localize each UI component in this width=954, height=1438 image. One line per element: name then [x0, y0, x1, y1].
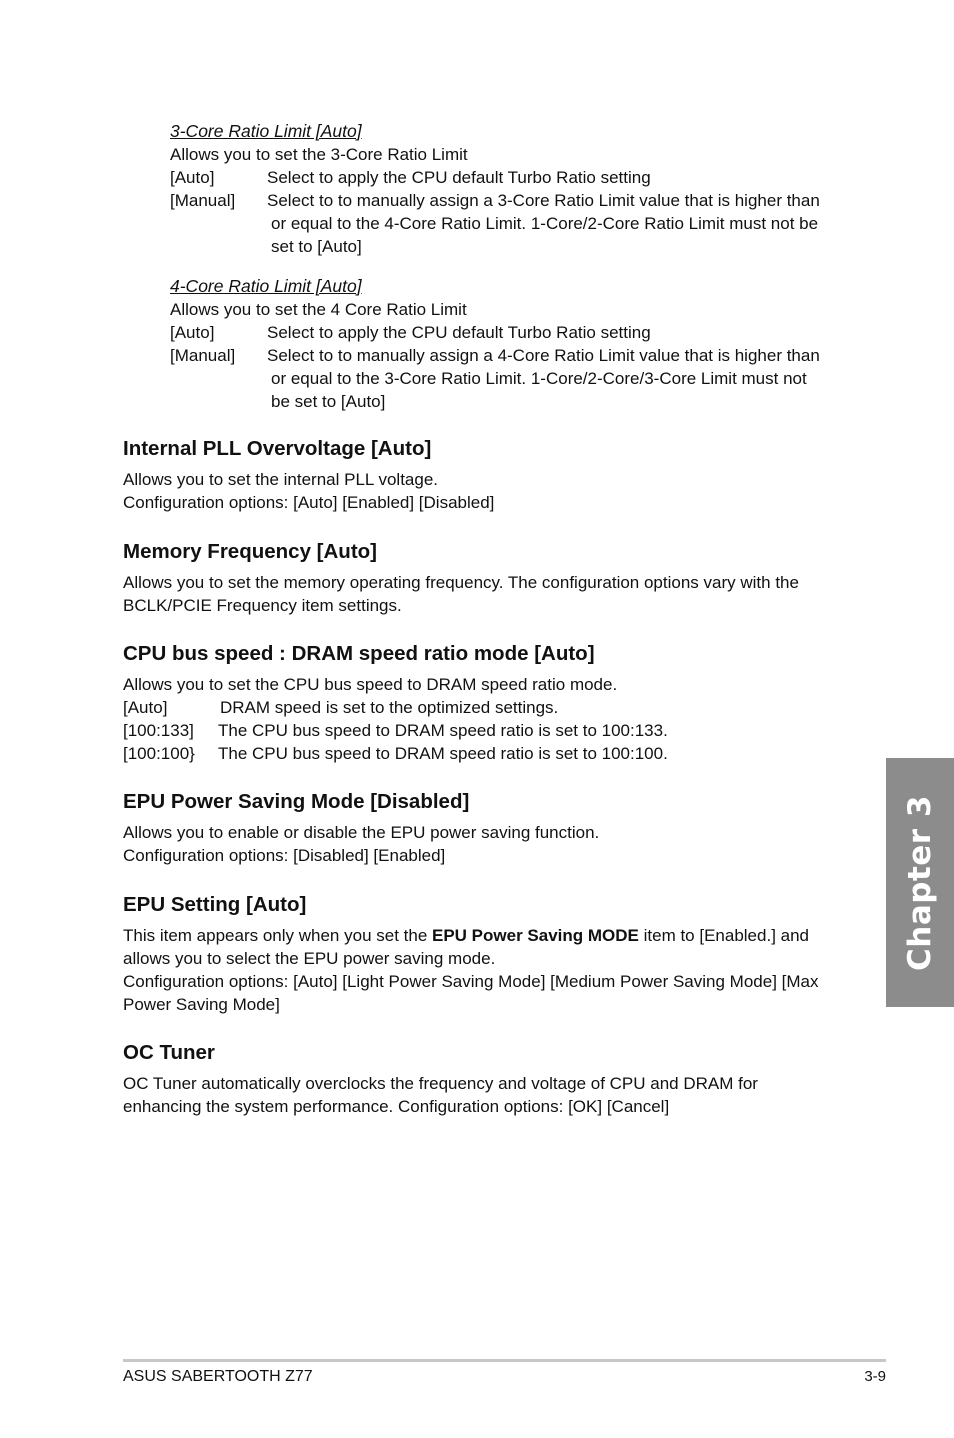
section-heading: Memory Frequency [Auto] [123, 540, 377, 563]
option-key: [Auto] [123, 698, 168, 717]
section-text: Allows you to set the CPU bus speed to DRAM speed ratio mode. [123, 675, 618, 694]
option-desc [267, 166, 850, 189]
option-desc-line: Select to apply the CPU default Turbo Ratio setting [267, 168, 651, 187]
text-run: item to [Enabled.] and [638, 926, 809, 945]
option-row [123, 719, 843, 742]
sub-item-title: 4-Core Ratio Limit [Auto] [170, 276, 362, 296]
sub-item-desc: Allows you to set the 4 Core Ratio Limit [170, 300, 467, 319]
section-text: Allows you to set the memory operating frequency. The configuration options vary with the [123, 573, 799, 592]
option-desc-line: be set to [Auto] [271, 392, 386, 411]
section-text: Configuration options: [Disabled] [Enabled] [123, 846, 446, 865]
option-key: [Auto] [170, 323, 215, 342]
option-desc-line: or equal to the 3-Core Ratio Limit. 1-Core/2-Core/3-Core Limit must not [271, 369, 807, 388]
option-row [170, 166, 850, 189]
option-row [170, 189, 850, 258]
section-cpu-bus-speed [123, 641, 843, 765]
section-text: Configuration options: [Auto] [Enabled] [Disabled] [123, 493, 495, 512]
section-text: Power Saving Mode] [123, 995, 280, 1014]
option-row [123, 696, 843, 719]
section-heading: Internal PLL Overvoltage [Auto] [123, 437, 432, 460]
section-text: Configuration options: [Auto] [Light Power Saving Mode] [Medium Power Saving Mode] [Max [123, 972, 819, 991]
sub-item-title: 3-Core Ratio Limit [Auto] [170, 121, 362, 141]
option-key: [100:133] [123, 721, 194, 740]
option-key: [100:100} [123, 744, 195, 763]
chapter-tab [886, 758, 954, 1007]
section-text: allows you to select the EPU power saving mode. [123, 949, 496, 968]
option-desc-line: or equal to the 4-Core Ratio Limit. 1-Core/2-Core Ratio Limit must not be [271, 214, 819, 233]
option-desc: The CPU bus speed to DRAM speed ratio is set to 100:100. [218, 744, 668, 763]
chapter-tab-label: Chapter 3 [902, 794, 938, 971]
option-desc-line: Select to apply the CPU default Turbo Ratio setting [267, 323, 651, 342]
section-internal-pll [123, 436, 843, 514]
option-row [123, 742, 843, 765]
option-desc-line: Select to to manually assign a 4-Core Ratio Limit value that is higher than [267, 346, 820, 365]
option-desc-line: Select to to manually assign a 3-Core Ratio Limit value that is higher than [267, 191, 820, 210]
option-desc [267, 344, 850, 413]
bold-item-name: EPU Power Saving MODE [432, 926, 639, 945]
section-epu-setting [123, 892, 843, 1016]
sub-item-3core [170, 120, 850, 258]
section-text: enhancing the system performance. Configuration options: [OK] [Cancel] [123, 1097, 670, 1116]
section-text: Allows you to set the internal PLL voltage. [123, 470, 438, 489]
footer-divider [123, 1359, 886, 1362]
sub-item-desc: Allows you to set the 3-Core Ratio Limit [170, 145, 468, 164]
option-desc [267, 189, 850, 258]
section-text: BCLK/PCIE Frequency item settings. [123, 596, 402, 615]
option-desc [267, 321, 850, 344]
text-run: This item appears only when you set the [123, 926, 432, 945]
option-key: [Auto] [170, 168, 215, 187]
option-row [170, 321, 850, 344]
footer-page-number: 3-9 [864, 1368, 886, 1385]
section-text: Allows you to enable or disable the EPU power saving function. [123, 823, 600, 842]
section-heading: EPU Power Saving Mode [Disabled] [123, 790, 470, 813]
section-oc-tuner [123, 1040, 843, 1118]
section-heading: OC Tuner [123, 1041, 215, 1064]
section-epu-power-saving-mode [123, 789, 843, 867]
section-heading: EPU Setting [Auto] [123, 893, 307, 916]
option-desc-line: set to [Auto] [271, 237, 362, 256]
option-row [170, 344, 850, 413]
section-heading: CPU bus speed : DRAM speed ratio mode [Auto] [123, 642, 595, 665]
sub-item-4core [170, 275, 850, 413]
option-key: [Manual] [170, 346, 236, 365]
option-desc: DRAM speed is set to the optimized settings. [220, 698, 559, 717]
footer-product-name: ASUS SABERTOOTH Z77 [123, 1368, 313, 1385]
section-memory-frequency [123, 539, 843, 617]
option-key: [Manual] [170, 191, 236, 210]
section-text: OC Tuner automatically overclocks the frequency and voltage of CPU and DRAM for [123, 1074, 758, 1093]
option-desc: The CPU bus speed to DRAM speed ratio is set to 100:133. [218, 721, 668, 740]
section-text [123, 924, 843, 947]
